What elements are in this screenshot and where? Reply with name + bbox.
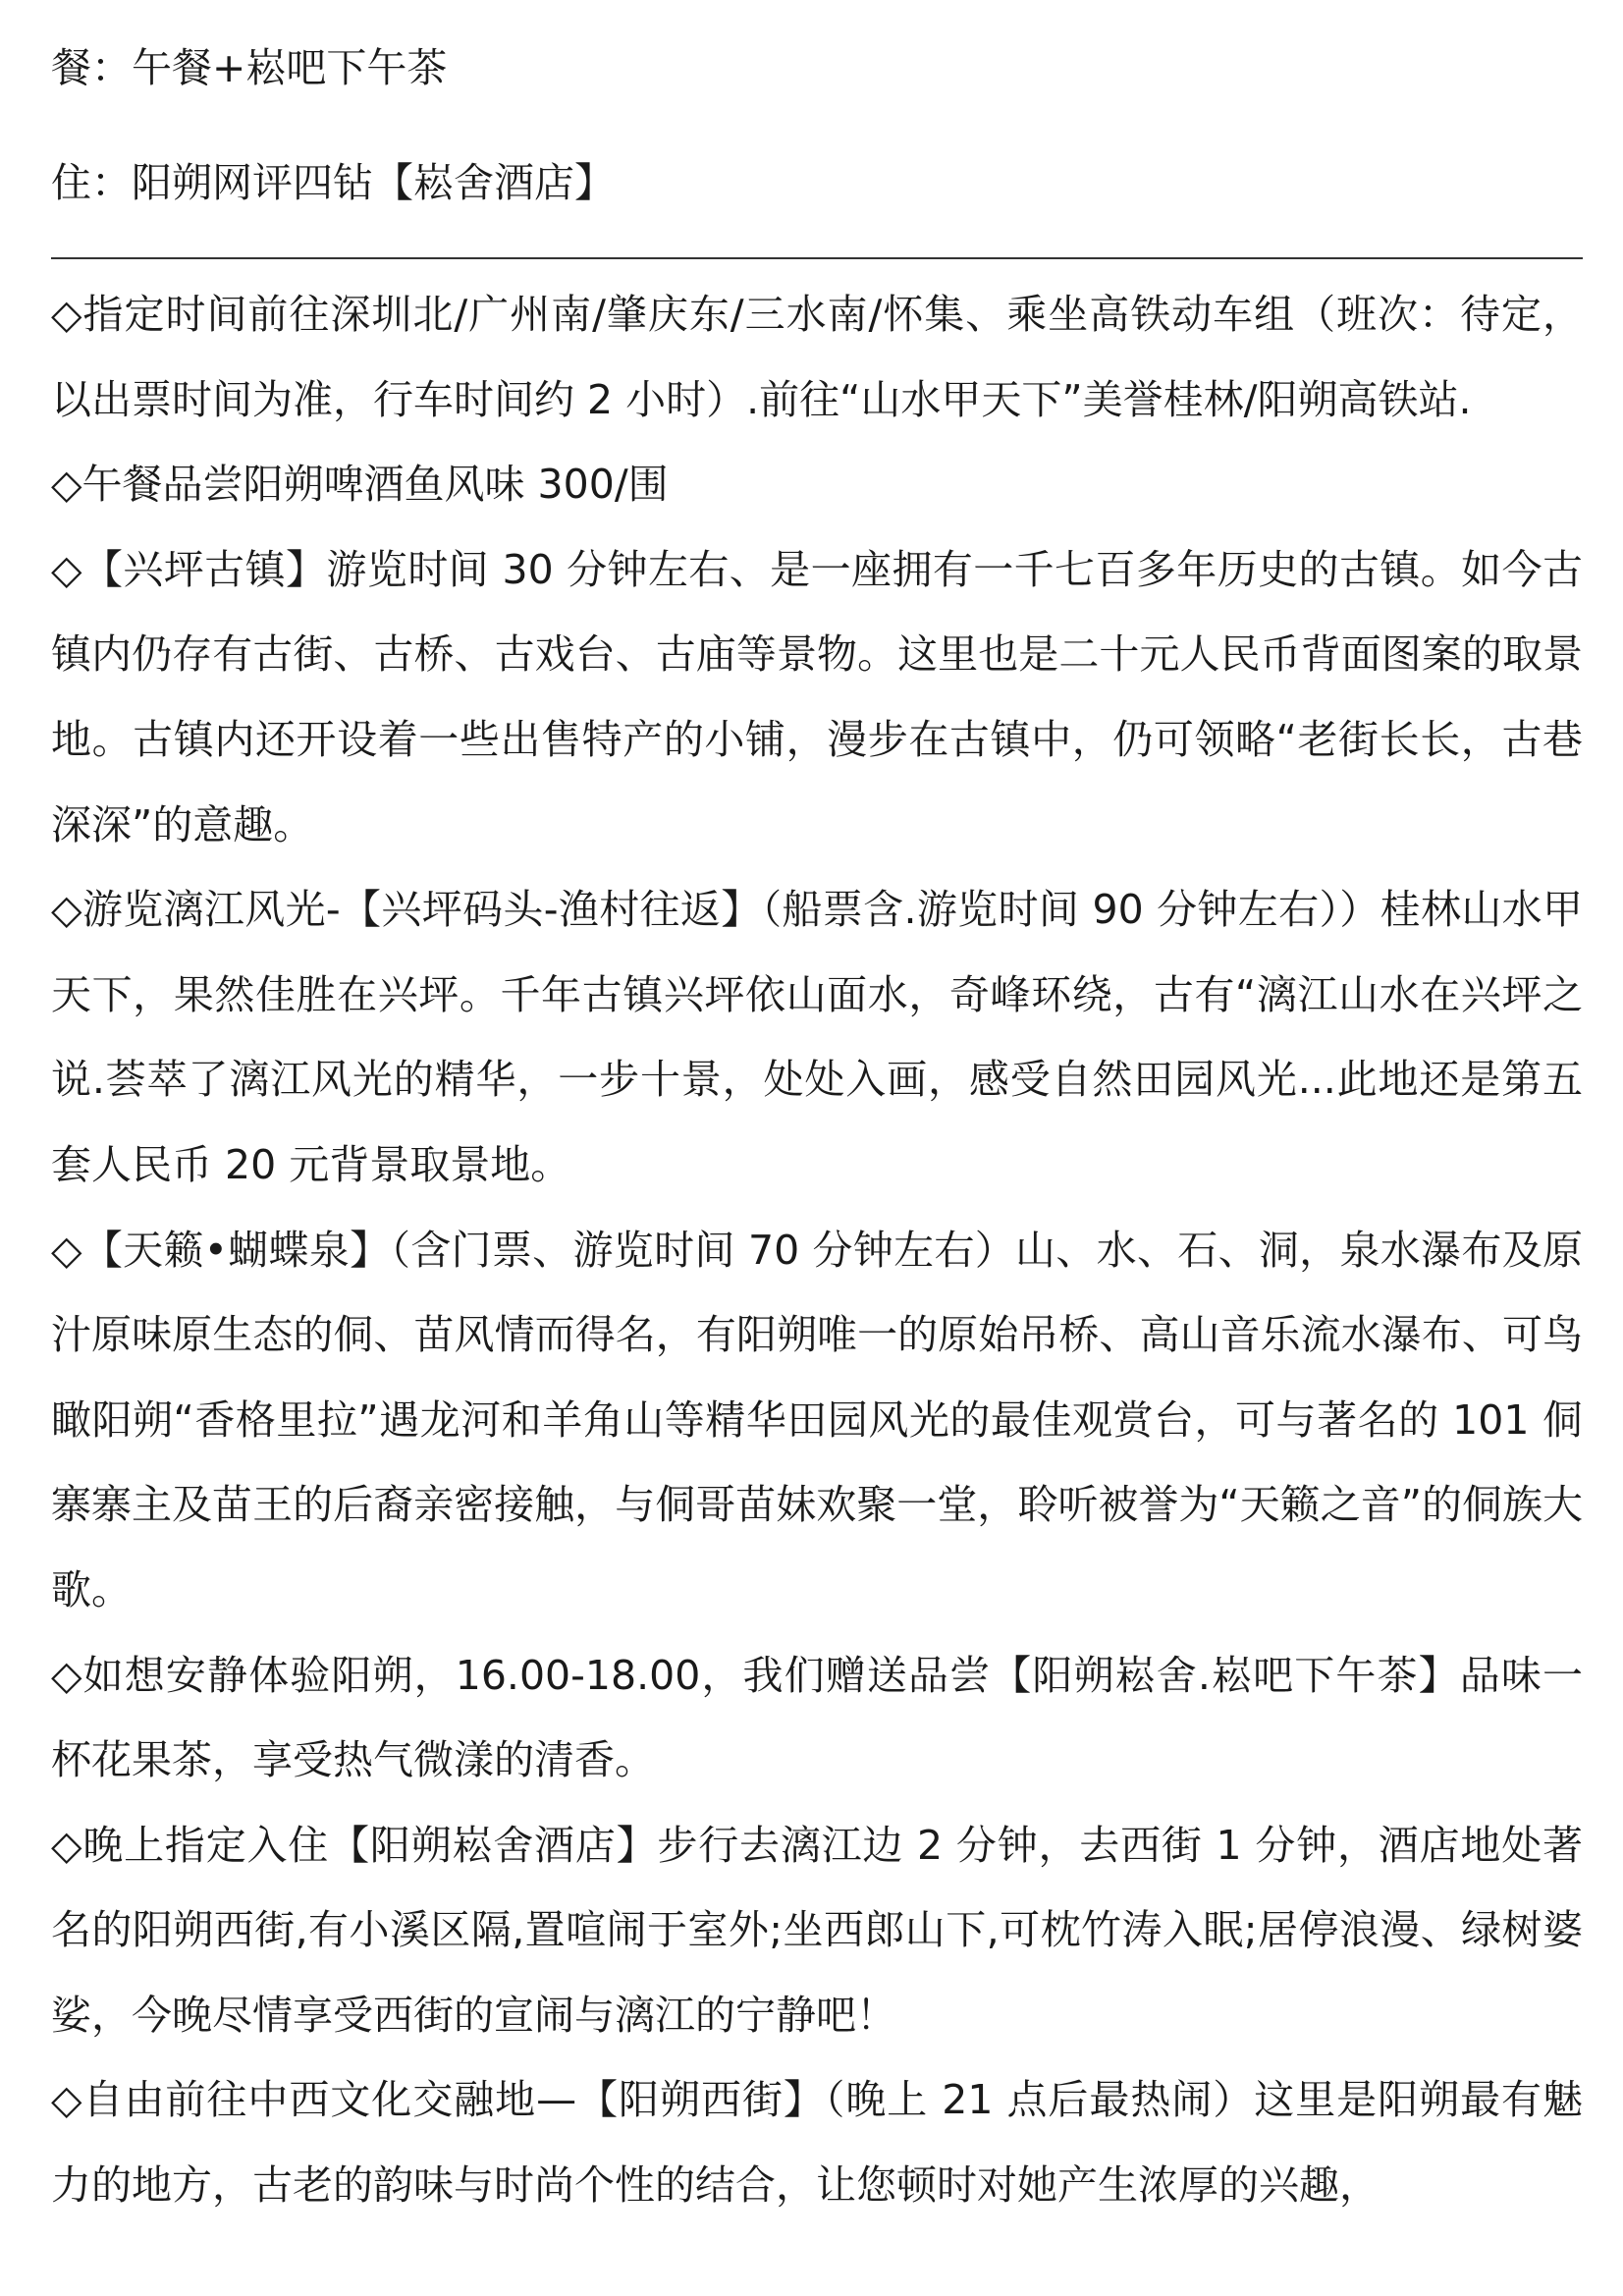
- paragraph-afternoon-tea: ◇如想安静体验阳朔，16.00-18.00，我们赠送品尝【阳朔崧舍.崧吧下午茶】品味一杯花果茶，享受热气微漾的清香。: [51, 1651, 1583, 1784]
- meal-line: 餐：午餐+崧吧下午茶: [51, 44, 448, 91]
- paragraph-li-river-cruise: ◇游览漓江风光-【兴坪码头-渔村往返】（船票含.游览时间 90 分钟左右））桂林山水甲天下，果然佳胜在兴坪。千年古镇兴坪依山面水，奇峰环绕，古有“漓江山水在兴坪之说.荟萃了漓江风光的精华，一步十景，处处入画，感受自然田园风光...此地还是第五套人民币 20 元背景取景地。: [51, 886, 1583, 1188]
- paragraph-xingping-town: ◇【兴坪古镇】游览时间 30 分钟左右、是一座拥有一千七百多年历史的古镇。如今古镇内仍存有古街、古桥、古戏台、古庙等景物。这里也是二十元人民币背面图案的取景地。古镇内还开设着一些出售特产的小铺，漫步在古镇中，仍可领略“老街长长，古巷深深”的意趣。: [51, 545, 1583, 848]
- paragraph-lunch: ◇午餐品尝阳朔啤酒鱼风味 300/围: [51, 461, 669, 509]
- section-divider: [51, 257, 1583, 259]
- paragraph-hotel-checkin: ◇晚上指定入住【阳朔崧舍酒店】步行去漓江边 2 分钟，去西街 1 分钟，酒店地处著名的阳朔西街,有小溪区隔,置喧闹于室外;坐西郎山下,可枕竹涛入眠;居停浪漫、绿树婆娑，今晚尽情享受西街的宣闹与漓江的宁静吧！: [51, 1821, 1583, 2039]
- paragraph-butterfly-spring: ◇【天籁•蝴蝶泉】（含门票、游览时间 70 分钟左右）山、水、石、洞，泉水瀑布及原汁原味原生态的侗、苗风情而得名，有阳朔唯一的原始吊桥、高山音乐流水瀑布、可鸟瞰阳朔“香格里拉”遇龙河和羊角山等精华田园风光的最佳观赏台，可与著名的 101 侗寨寨主及苗王的后裔亲密接触，与侗哥苗妹欢聚一堂，聆听被誉为“天籁之音”的侗族大歌。: [51, 1226, 1583, 1613]
- paragraph-hsr-departure: ◇指定时间前往深圳北/广州南/肇庆东/三水南/怀集、乘坐高铁动车组（班次：待定，以出票时间为准，行车时间约 2 小时）.前往“山水甲天下”美誉桂林/阳朔高铁站.: [51, 291, 1583, 423]
- itinerary-content: [51, 272, 1583, 2228]
- stay-line: 住：阳朔网评四钻【崧舍酒店】: [51, 159, 615, 206]
- paragraph-west-street: ◇自由前往中西文化交融地—【阳朔西街】（晚上 21 点后最热闹）这里是阳朔最有魅力的地方，古老的韵味与时尚个性的结合，让您顿时对她产生浓厚的兴趣，: [51, 2076, 1583, 2210]
